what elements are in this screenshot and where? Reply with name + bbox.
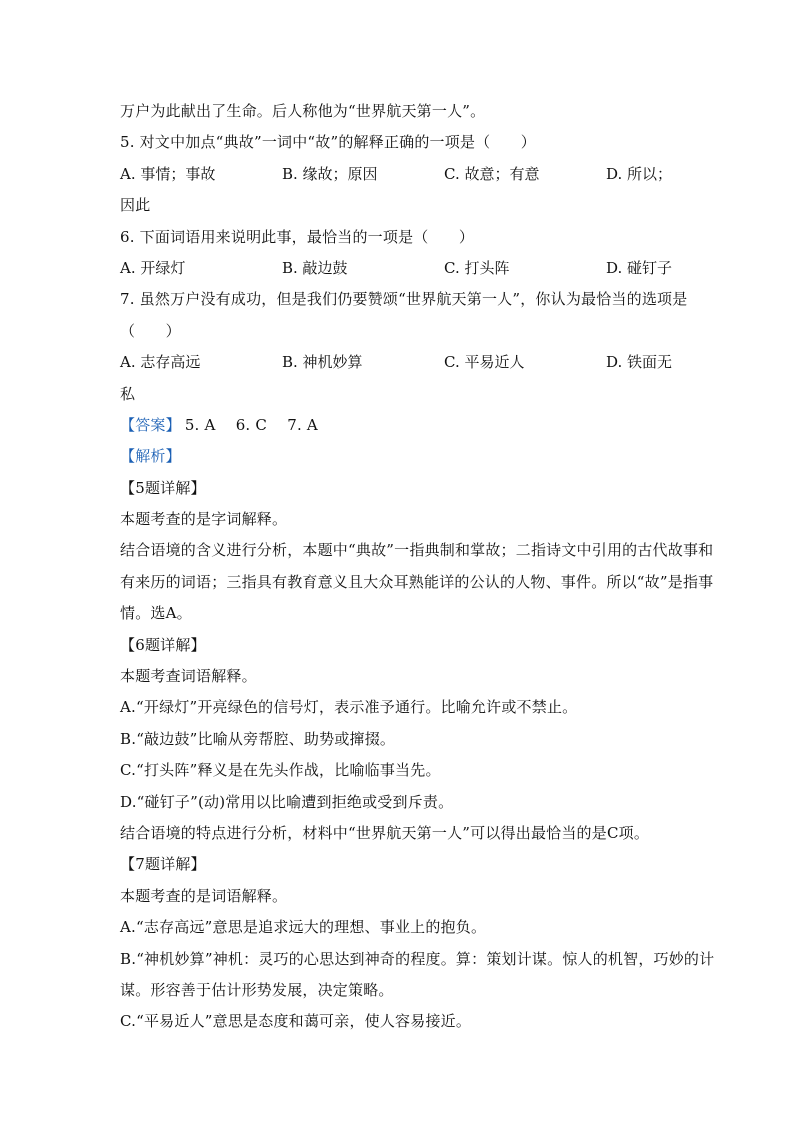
question-7-continuation: （ ）	[120, 321, 181, 340]
question-5-options	[120, 159, 680, 190]
option-d-continuation: 因此	[120, 196, 151, 215]
question-5: 5. 对文中加点“典故”一词中“故”的解释正确的一项是（ ）	[120, 133, 536, 152]
section-6-option-b: B.“敲边鼓”比喻从旁帮腔、助势或撺掇。	[120, 729, 396, 748]
section-5-title: 【5题详解】	[120, 478, 206, 497]
option-c: C. 故意；有意	[444, 164, 540, 183]
option-b: B. 神机妙算	[282, 353, 363, 372]
section-6-option-a: A.“开绿灯”开亮绿色的信号灯，表示准予通行。比喻允许或不禁止。	[120, 698, 578, 717]
section-5-line: 情。选A。	[120, 604, 192, 623]
option-b: B. 缘故；原因	[282, 164, 378, 183]
answer-tag: 【答案】	[120, 415, 181, 434]
option-a: A. 事情；事故	[120, 164, 216, 183]
section-6-line: 结合语境的特点进行分析，材料中“世界航天第一人”可以得出最恰当的是C项。	[120, 823, 650, 842]
option-c: C. 打头阵	[444, 258, 510, 277]
option-a: A. 开绿灯	[120, 258, 186, 277]
section-7-option-a: A.“志存高远”意思是追求远大的理想、事业上的抱负。	[120, 918, 487, 937]
option-a: A. 志存高远	[120, 353, 201, 372]
option-d: D. 所以；	[606, 164, 673, 183]
document-page	[120, 96, 715, 1038]
question-7: 7. 虽然万户没有成功，但是我们仍要赞颂“世界航天第一人”，你认为最恰当的选项是	[120, 290, 688, 309]
section-6-line: 本题考查词语解释。	[120, 667, 257, 686]
option-b: B. 敲边鼓	[282, 258, 348, 277]
answer-values: 5. A 6. C 7. A	[184, 415, 318, 434]
section-7-option-b-continuation: 谋。形容善于估计形势发展，决定策略。	[120, 980, 394, 999]
section-7-title: 【7题详解】	[120, 855, 206, 874]
section-6-title: 【6题详解】	[120, 635, 206, 654]
answer-line	[120, 410, 680, 441]
passage-line: 万户为此献出了生命。后人称他为“世界航天第一人”。	[120, 102, 486, 120]
section-6-option-d: D.“碰钉子”(动)常用以比喻遭到拒绝或受到斥责。	[120, 792, 454, 811]
option-d: D. 碰钉子	[606, 258, 673, 277]
question-7-options	[120, 347, 680, 378]
question-6: 6. 下面词语用来说明此事，最恰当的一项是（ ）	[120, 227, 475, 246]
question-6-options	[120, 253, 680, 284]
option-d: D. 铁面无	[606, 353, 673, 372]
option-c: C. 平易近人	[444, 353, 525, 372]
option-d-continuation: 私	[120, 384, 136, 403]
section-5-line: 结合语境的含义进行分析，本题中“典故”一指典制和掌故；二指诗文中引用的古代故事和	[120, 541, 714, 560]
section-7-line: 本题考查的是词语解释。	[120, 886, 288, 905]
section-6-option-c: C.“打头阵”释义是在先头作战，比喻临事当先。	[120, 761, 441, 780]
section-5-line: 本题考查的是字词解释。	[120, 510, 288, 529]
analysis-tag: 【解析】	[120, 447, 181, 466]
section-5-line: 有来历的词语；三指具有教育意义且大众耳熟能详的公认的人物、事件。所以“故”是指事	[120, 572, 714, 591]
section-7-option-c: C.“平易近人”意思是态度和蔼可亲，使人容易接近。	[120, 1012, 472, 1031]
section-7-option-b: B.“神机妙算”神机：灵巧的心思达到神奇的程度。算：策划计谋。惊人的机智，巧妙的计	[120, 949, 715, 968]
